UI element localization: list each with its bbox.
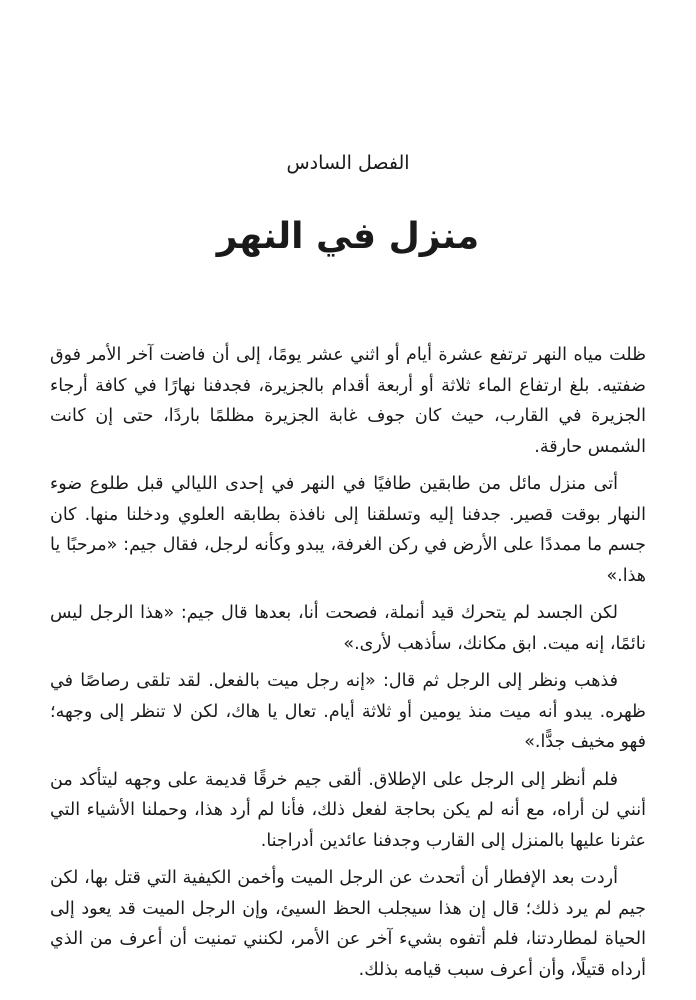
paragraph: أتى منزل مائل من طابقين طافيًا في النهر في إحدى الليالي قبل طلوع ضوء النهار بوقت قصير. جدفنا إليه وتسلقنا إلى نافذة بطابقه العلوي ودخلنا منها. كان جسم ما ممددًا على الأرض في ركن الغرفة، يبدو وكأنه لرجل، فقال جيم: «مرحبًا يا هذا.»: [50, 474, 646, 586]
paragraph: فلم أنظر إلى الرجل على الإطلاق. ألقى جيم خرقًا قديمة على وجهه ليتأكد من أنني لن أراه، مع أنه لم يكن بحاجة لفعل ذلك، فأنا لم أرد هذا، وحملنا الأشياء التي عثرنا عليها بالمنزل إلى القارب وجدفنا عائدين أدراجنا.: [50, 769, 646, 851]
body-text: [50, 340, 646, 992]
paragraph: ظلت مياه النهر ترتفع عشرة أيام أو اثني عشر يومًا، إلى أن فاضت آخر الأمر فوق ضفتيه. بلغ ارتفاع الماء ثلاثة أو أربعة أقدام بالجزيرة، فجدفنا نهارًا في كافة أرجاء الجزيرة في القارب، حيث كان جوف غابة الجزيرة مظلمًا باردًا، حتى إن كانت الشمس حارقة.: [50, 345, 646, 457]
paragraph: فذهب ونظر إلى الرجل ثم قال: «إنه رجل ميت بالفعل. لقد تلقى رصاصًا في ظهره. يبدو أنه ميت منذ يومين أو ثلاثة أيام. تعال يا هاك، لكن لا تنظر إلى وجهه؛ فهو مخيف جدًّا.»: [50, 671, 646, 752]
chapter-label: الفصل السادس: [286, 152, 410, 174]
chapter-title: منزل في النهر: [216, 216, 480, 257]
paragraph: لكن الجسد لم يتحرك قيد أنملة، فصحت أنا، بعدها قال جيم: «هذا الرجل ليس نائمًا، إنه ميت. ابق مكانك، سأذهب لأرى.»: [50, 603, 646, 654]
paragraph: أردت بعد الإفطار أن أتحدث عن الرجل الميت وأخمن الكيفية التي قتل بها، لكن جيم لم يرد ذلك؛ قال إن هذا سيجلب الحظ السيئ، وإن الرجل الميت قد يعود إلى الحياة لمطاردتنا، فلم أتفوه بشيء آخر عن الأمر، لكنني تمنيت أن أعرف من الذي أرداه قتيلًا، وأن أعرف سبب قيامه بذلك.: [50, 868, 646, 980]
